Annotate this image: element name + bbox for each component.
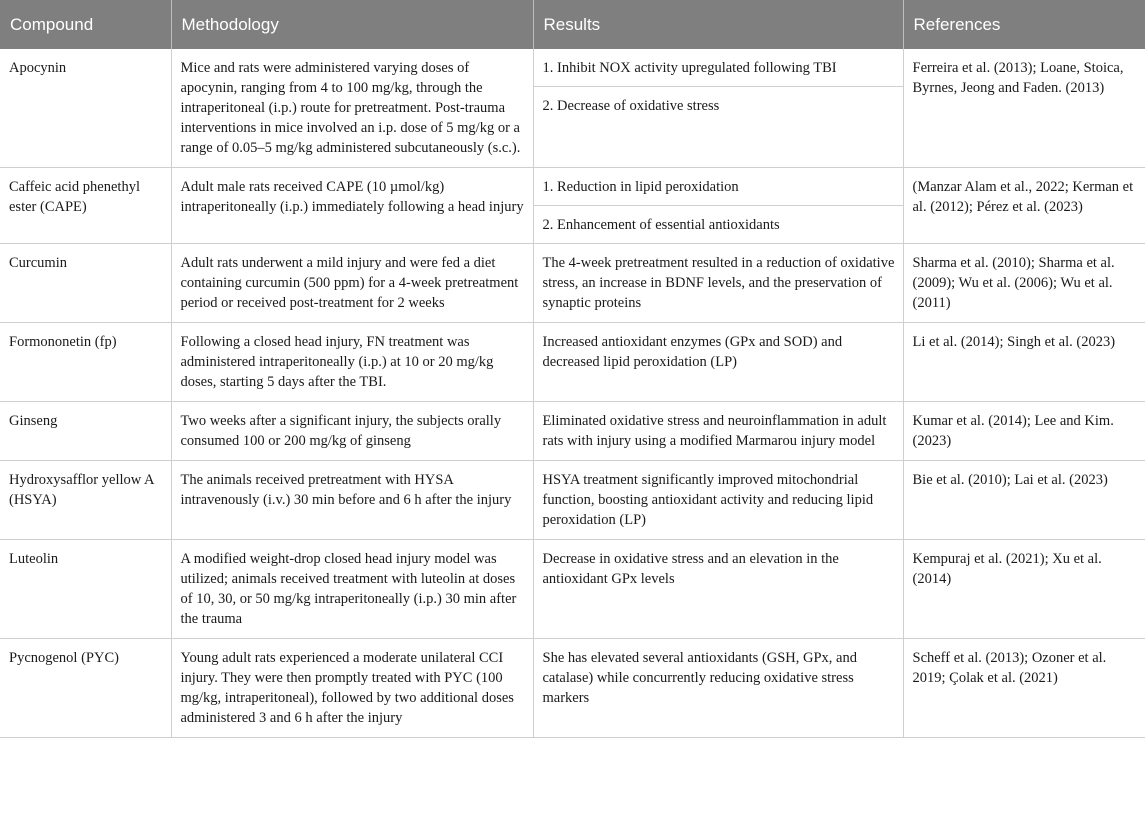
results-cell: She has elevated several antioxidants (GSH, GPx, and catalase) while concurrently reducing oxidative stress markers: [533, 639, 903, 738]
compound-cell: Ginseng: [0, 402, 171, 461]
result-item: 2. Decrease of oxidative stress: [534, 86, 903, 124]
table-row: [0, 461, 1145, 540]
compound-cell: Curcumin: [0, 244, 171, 323]
compound-cell: Hydroxysafflor yellow A (HSYA): [0, 461, 171, 540]
result-item: 2. Enhancement of essential antioxidants: [534, 205, 903, 243]
references-cell: (Manzar Alam et al., 2022; Kerman et al. (2012); Pérez et al. (2023): [903, 168, 1145, 244]
methodology-cell: Young adult rats experienced a moderate unilateral CCI injury. They were then promptly treated with PYC (100 mg/kg, intraperitoneal), followed by two additional doses administered 3 and 6 h after the injury: [171, 639, 533, 738]
table-body: [0, 49, 1145, 738]
results-cell: The 4-week pretreatment resulted in a reduction of oxidative stress, an increase in BDNF levels, and the preservation of synaptic proteins: [533, 244, 903, 323]
compound-cell: Formononetin (fp): [0, 323, 171, 402]
methodology-cell: Following a closed head injury, FN treatment was administered intraperitoneally (i.p.) at 10 or 20 mg/kg doses, starting 5 days after the TBI.: [171, 323, 533, 402]
methodology-cell: The animals received pretreatment with HYSA intravenously (i.v.) 30 min before and 6 h after the injury: [171, 461, 533, 540]
table-row: [0, 168, 1145, 244]
results-cell: [533, 168, 903, 244]
compound-cell: Luteolin: [0, 540, 171, 639]
table-row: [0, 244, 1145, 323]
table-row: [0, 540, 1145, 639]
header-row: [0, 0, 1145, 49]
table-row: [0, 49, 1145, 168]
references-cell: Scheff et al. (2013); Ozoner et al. 2019; Çolak et al. (2021): [903, 639, 1145, 738]
compound-cell: Caffeic acid phenethyl ester (CAPE): [0, 168, 171, 244]
results-cell: Decrease in oxidative stress and an elevation in the antioxidant GPx levels: [533, 540, 903, 639]
references-cell: Ferreira et al. (2013); Loane, Stoica, Byrnes, Jeong and Faden. (2013): [903, 49, 1145, 168]
header-compound: Compound: [0, 0, 171, 49]
header-methodology: Methodology: [171, 0, 533, 49]
methodology-cell: Adult rats underwent a mild injury and were fed a diet containing curcumin (500 ppm) for a 4-week pretreatment period or received post-treatment for 2 weeks: [171, 244, 533, 323]
table-row: [0, 402, 1145, 461]
compound-cell: Apocynin: [0, 49, 171, 168]
header-results: Results: [533, 0, 903, 49]
result-item: 1. Reduction in lipid peroxidation: [542, 179, 739, 195]
results-cell: Increased antioxidant enzymes (GPx and SOD) and decreased lipid peroxidation (LP): [533, 323, 903, 402]
result-item: 1. Inhibit NOX activity upregulated following TBI: [542, 60, 837, 76]
methodology-cell: Adult male rats received CAPE (10 µmol/kg) intraperitoneally (i.p.) immediately following a head injury: [171, 168, 533, 244]
header-references: References: [903, 0, 1145, 49]
references-cell: Kempuraj et al. (2021); Xu et al. (2014): [903, 540, 1145, 639]
compound-cell: Pycnogenol (PYC): [0, 639, 171, 738]
methodology-cell: Mice and rats were administered varying doses of apocynin, ranging from 4 to 100 mg/kg, through the intraperitoneal (i.p.) route for pretreatment. Post-trauma interventions in mice involved an i.p. dose of 5 mg/kg or a range of 0.05–5 mg/kg administered subcutaneously (s.c.).: [171, 49, 533, 168]
references-cell: Sharma et al. (2010); Sharma et al. (2009); Wu et al. (2006); Wu et al. (2011): [903, 244, 1145, 323]
references-cell: Kumar et al. (2014); Lee and Kim. (2023): [903, 402, 1145, 461]
results-cell: [533, 49, 903, 168]
table-row: [0, 639, 1145, 738]
references-cell: Li et al. (2014); Singh et al. (2023): [903, 323, 1145, 402]
table-header: [0, 0, 1145, 49]
methodology-cell: A modified weight-drop closed head injury model was utilized; animals received treatment with luteolin at doses of 10, 30, or 50 mg/kg intraperitoneally (i.p.) 30 min after the trauma: [171, 540, 533, 639]
table-row: [0, 323, 1145, 402]
references-cell: Bie et al. (2010); Lai et al. (2023): [903, 461, 1145, 540]
results-cell: HSYA treatment significantly improved mitochondrial function, boosting antioxidant activity and reducing lipid peroxidation (LP): [533, 461, 903, 540]
results-cell: Eliminated oxidative stress and neuroinflammation in adult rats with injury using a modified Marmarou injury model: [533, 402, 903, 461]
methodology-cell: Two weeks after a significant injury, the subjects orally consumed 100 or 200 mg/kg of ginseng: [171, 402, 533, 461]
